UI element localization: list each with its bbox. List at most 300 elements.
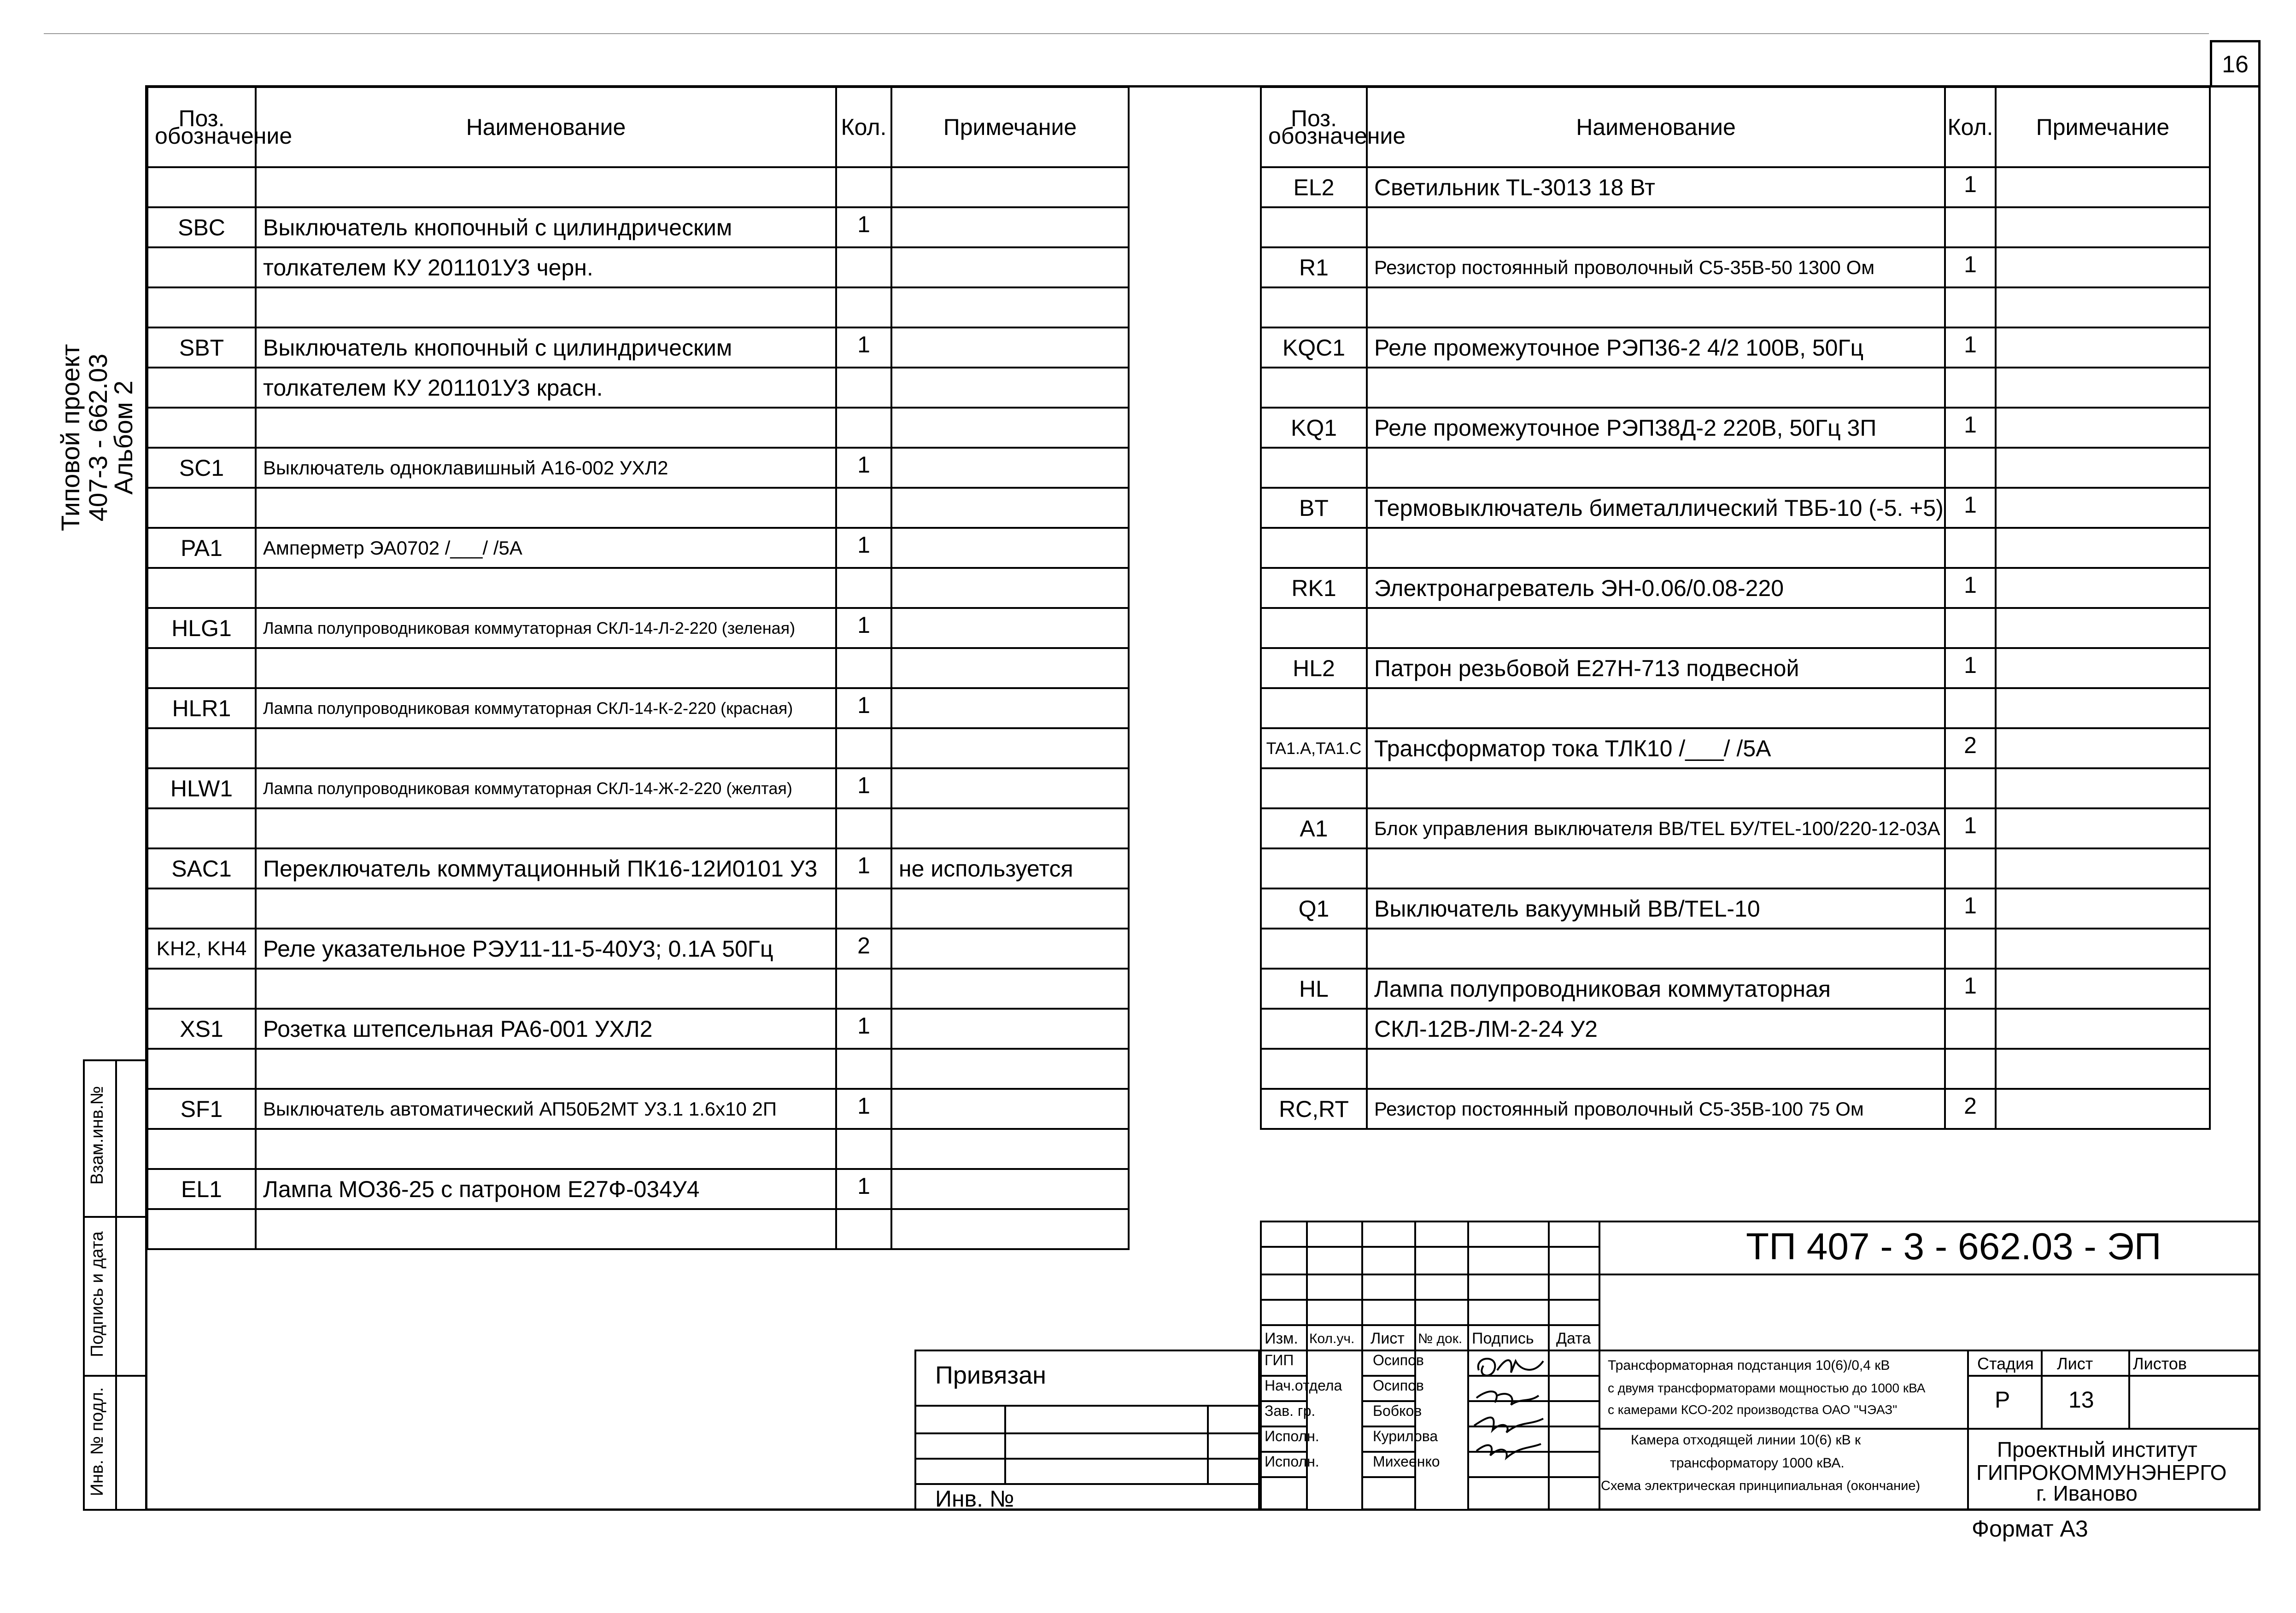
header-pos: Поз. обозначение: [1261, 87, 1367, 167]
stamp-row-3: [1260, 1299, 1599, 1301]
left-table-row: [147, 648, 1129, 688]
left-table-row: [147, 1209, 1129, 1249]
note-cell: [891, 929, 1129, 969]
left-table-header: [147, 87, 1129, 167]
side-project-label: Типовой проект: [56, 344, 85, 532]
quantity-cell: [836, 969, 891, 1009]
right-table-row: [1261, 1009, 2210, 1049]
note-cell: [891, 1129, 1129, 1169]
position-cell: [147, 408, 256, 448]
right-table-row: [1261, 327, 2210, 368]
name-cell: Резистор постоянный проволочный С5-35В-100 75 Ом: [1367, 1089, 1945, 1129]
right-table-row: [1261, 888, 2210, 929]
right-table-row: [1261, 848, 2210, 888]
note-cell: [891, 528, 1129, 568]
note-cell: [1996, 568, 2210, 608]
left-table-row: [147, 688, 1129, 728]
quantity-cell: [836, 247, 891, 287]
note-cell: [1996, 768, 2210, 808]
note-cell: [1996, 247, 2210, 287]
right-table-header: [1261, 87, 2210, 167]
position-cell: [1261, 287, 1367, 327]
left-table-row: [147, 1089, 1129, 1129]
quantity-cell: 1: [1945, 167, 1996, 207]
note-cell: [891, 1009, 1129, 1049]
name-cell: СКЛ-12В-ЛМ-2-24 У2: [1367, 1009, 1945, 1049]
name-cell: [1367, 448, 1945, 488]
quantity-cell: 1: [836, 1089, 891, 1129]
right-table-row: [1261, 929, 2210, 969]
quantity-cell: [1945, 448, 1996, 488]
name-cell: [1367, 768, 1945, 808]
left-table-row: [147, 1129, 1129, 1169]
position-cell: [1261, 368, 1367, 408]
name-cell: [1367, 528, 1945, 568]
right-table-row: [1261, 488, 2210, 528]
quantity-cell: 1: [1945, 408, 1996, 448]
position-cell: PA1: [147, 528, 256, 568]
note-cell: [891, 1209, 1129, 1249]
col-podpis-label: Подпись: [1472, 1330, 1534, 1347]
vzam-inv-label: Взам.инв.№: [88, 1086, 107, 1185]
stamp-role: Исполн.: [1265, 1428, 1319, 1444]
position-cell: RC,RT: [1261, 1089, 1367, 1129]
name-cell: [1367, 368, 1945, 408]
stamp-person: Осипов: [1373, 1352, 1424, 1368]
right-table-row: [1261, 568, 2210, 608]
left-table-row: [147, 768, 1129, 808]
inv-podl-label: Инв. № подл.: [88, 1387, 107, 1496]
note-cell: [891, 888, 1129, 929]
quantity-cell: 1: [1945, 888, 1996, 929]
right-table-row: [1261, 287, 2210, 327]
name-cell: Реле указательное РЭУ11-11-5-40У3; 0.1А 50Гц: [256, 929, 836, 969]
quantity-cell: [1945, 368, 1996, 408]
position-cell: XS1: [147, 1009, 256, 1049]
note-cell: [1996, 287, 2210, 327]
stamp-person: Михеенко: [1373, 1453, 1440, 1470]
stamp-object-sheet-divider: [1599, 1428, 2261, 1430]
position-cell: R1: [1261, 247, 1367, 287]
header-name: Наименование: [256, 87, 836, 167]
header-qty: Кол.: [1945, 87, 1996, 167]
right-table-row: [1261, 969, 2210, 1009]
name-cell: Светильник TL-3013 18 Вт: [1367, 167, 1945, 207]
object-title-line-2: с двумя трансформаторами мощностью до 1000 кВА: [1608, 1381, 1926, 1395]
quantity-cell: [1945, 768, 1996, 808]
name-cell: [1367, 608, 1945, 648]
stamp-role: Зав. гр.: [1265, 1403, 1316, 1419]
name-cell: [256, 648, 836, 688]
position-cell: HLG1: [147, 608, 256, 648]
name-cell: Реле промежуточное РЭП38Д-2 220В, 50Гц 3П: [1367, 408, 1945, 448]
quantity-cell: [836, 167, 891, 207]
note-cell: [1996, 408, 2210, 448]
stamp-col-stadiya: [1967, 1350, 1969, 1511]
name-cell: [256, 728, 836, 768]
position-cell: SBC: [147, 207, 256, 247]
quantity-cell: [1945, 688, 1996, 728]
note-cell: [891, 1089, 1129, 1129]
quantity-cell: 1: [836, 688, 891, 728]
left-table-row: [147, 448, 1129, 488]
position-cell: [147, 368, 256, 408]
header-qty: Кол.: [836, 87, 891, 167]
left-table-row: [147, 1049, 1129, 1089]
note-cell: [1996, 368, 2210, 408]
left-table-row: [147, 1169, 1129, 1209]
name-cell: Реле промежуточное РЭП36-2 4/2 100В, 50Гц: [1367, 327, 1945, 368]
position-cell: [1261, 1049, 1367, 1089]
stamp-row-1: [1260, 1246, 1599, 1248]
right-table-row: [1261, 608, 2210, 648]
position-cell: [147, 568, 256, 608]
left-table-row: [147, 327, 1129, 368]
note-cell: [1996, 1049, 2210, 1089]
note-cell: [891, 969, 1129, 1009]
position-cell: [1261, 929, 1367, 969]
position-cell: [1261, 448, 1367, 488]
sheet-title-line-1: Камера отходящей линии 10(6) кВ к: [1631, 1432, 1861, 1448]
right-table-row: [1261, 408, 2210, 448]
name-cell: толкателем КУ 201101У3 красн.: [256, 368, 836, 408]
stamp-role: ГИП: [1265, 1352, 1294, 1368]
note-cell: [891, 648, 1129, 688]
name-cell: Выключатель кнопочный с цилиндрическим: [256, 327, 836, 368]
note-cell: [891, 247, 1129, 287]
side-album: Альбом 2: [109, 380, 138, 495]
col-list-label: Лист: [1371, 1330, 1405, 1347]
sheet-title-line-2: трансформатору 1000 кВА.: [1670, 1455, 1845, 1471]
name-cell: Лампа полупроводниковая коммутаторная СКЛ-14-К-2-220 (красная): [256, 688, 836, 728]
left-margin-divider: [115, 1059, 117, 1511]
name-cell: [256, 287, 836, 327]
name-cell: Лампа полупроводниковая коммутаторная СКЛ-14-Ж-2-220 (желтая): [256, 768, 836, 808]
stamp-row-2: [1260, 1274, 2261, 1275]
position-cell: [147, 648, 256, 688]
header-note: Примечание: [1996, 87, 2210, 167]
sheet-number: 16: [2210, 40, 2261, 86]
left-table-row: [147, 287, 1129, 327]
col-izm-label: Изм.: [1265, 1330, 1298, 1347]
top-trim-line: [44, 33, 2209, 34]
listov-label: Листов: [2133, 1354, 2187, 1373]
signature-scribbles: [1470, 1352, 1548, 1508]
position-cell: RK1: [1261, 568, 1367, 608]
left-table-row: [147, 1009, 1129, 1049]
quantity-cell: [836, 888, 891, 929]
stamp-person: Курилова: [1373, 1428, 1438, 1444]
inv-no-label: Инв. №: [935, 1486, 1014, 1512]
quantity-cell: 1: [1945, 488, 1996, 528]
right-table-row: [1261, 368, 2210, 408]
stamp-role: Нач.отдела: [1265, 1377, 1342, 1394]
stamp-col-listov: [2128, 1350, 2130, 1428]
position-cell: [1261, 848, 1367, 888]
position-cell: [147, 287, 256, 327]
position-cell: HLR1: [147, 688, 256, 728]
quantity-cell: 2: [1945, 1089, 1996, 1129]
quantity-cell: [836, 1129, 891, 1169]
name-cell: [1367, 688, 1945, 728]
right-table-row: [1261, 207, 2210, 247]
note-cell: [1996, 528, 2210, 568]
note-cell: [1996, 688, 2210, 728]
quantity-cell: 1: [836, 207, 891, 247]
name-cell: Лампа МО36-25 с патроном Е27Ф-034У4: [256, 1169, 836, 1209]
name-cell: Переключатель коммутационный ПК16-12И0101 У3: [256, 848, 836, 888]
quantity-cell: [836, 568, 891, 608]
list-value: 13: [2068, 1387, 2094, 1413]
quantity-cell: 1: [836, 528, 891, 568]
privyazan-label: Привязан: [935, 1362, 1046, 1389]
position-cell: HL: [1261, 969, 1367, 1009]
left-table-row: [147, 568, 1129, 608]
position-cell: [147, 808, 256, 848]
org-line-2: ГИПРОКОММУНЭНЕРГО: [1976, 1461, 2227, 1484]
name-cell: Патрон резьбовой Е27Н-713 подвесной: [1367, 648, 1945, 688]
note-cell: [891, 808, 1129, 848]
quantity-cell: [836, 1209, 891, 1249]
name-cell: Амперметр ЭА0702 /___/ /5А: [256, 528, 836, 568]
name-cell: Трансформатор тока ТЛК10 /___/ /5А: [1367, 728, 1945, 768]
note-cell: [891, 207, 1129, 247]
col-koluch-label: Кол.уч.: [1309, 1331, 1355, 1346]
left-table-row: [147, 488, 1129, 528]
position-cell: SC1: [147, 448, 256, 488]
header-note: Примечание: [891, 87, 1129, 167]
name-cell: Лампа полупроводниковая коммутаторная: [1367, 969, 1945, 1009]
name-cell: [1367, 287, 1945, 327]
stamp-col-list-no: [2041, 1350, 2043, 1428]
note-cell: [891, 728, 1129, 768]
note-cell: [891, 568, 1129, 608]
position-cell: [147, 1129, 256, 1169]
left-table-row: [147, 528, 1129, 568]
quantity-cell: [836, 648, 891, 688]
quantity-cell: [1945, 528, 1996, 568]
position-cell: BT: [1261, 488, 1367, 528]
note-cell: [1996, 648, 2210, 688]
name-cell: Выключатель одноклавишный А16-002 УХЛ2: [256, 448, 836, 488]
note-cell: [891, 167, 1129, 207]
quantity-cell: [1945, 608, 1996, 648]
quantity-cell: 2: [836, 929, 891, 969]
name-cell: [1367, 848, 1945, 888]
right-table-row: [1261, 1089, 2210, 1129]
name-cell: Розетка штепсельная РА6-001 УХЛ2: [256, 1009, 836, 1049]
position-cell: [147, 1049, 256, 1089]
quantity-cell: 1: [836, 327, 891, 368]
note-cell: [891, 368, 1129, 408]
quantity-cell: 1: [1945, 969, 1996, 1009]
stamp-person: Бобков: [1373, 1403, 1422, 1419]
name-cell: [256, 1209, 836, 1249]
right-table-row: [1261, 528, 2210, 568]
name-cell: [256, 568, 836, 608]
name-cell: [256, 167, 836, 207]
quantity-cell: [836, 728, 891, 768]
position-cell: [1261, 688, 1367, 728]
position-cell: KQ1: [1261, 408, 1367, 448]
quantity-cell: 1: [1945, 808, 1996, 848]
position-cell: HL2: [1261, 648, 1367, 688]
name-cell: [1367, 207, 1945, 247]
position-cell: HLW1: [147, 768, 256, 808]
left-table-row: [147, 167, 1129, 207]
quantity-cell: [1945, 287, 1996, 327]
quantity-cell: [1945, 1049, 1996, 1089]
privyazan-col-2: [1207, 1405, 1209, 1483]
name-cell: Термовыключатель биметаллический ТВБ-10 (-5. +5): [1367, 488, 1945, 528]
position-cell: [147, 247, 256, 287]
side-project-number: 407-3 - 662.03: [83, 353, 112, 522]
col-ndok-label: № док.: [1418, 1331, 1463, 1346]
position-cell: EL1: [147, 1169, 256, 1209]
quantity-cell: [1945, 1009, 1996, 1049]
left-spec-table: [146, 86, 1130, 1250]
left-table-row: [147, 929, 1129, 969]
right-table-row: [1261, 167, 2210, 207]
note-cell: [1996, 207, 2210, 247]
quantity-cell: [836, 488, 891, 528]
note-cell: [1996, 808, 2210, 848]
left-table-row: [147, 207, 1129, 247]
quantity-cell: [836, 287, 891, 327]
quantity-cell: 1: [836, 1169, 891, 1209]
note-cell: [891, 408, 1129, 448]
position-cell: KH2, KH4: [147, 929, 256, 969]
note-cell: [1996, 848, 2210, 888]
position-cell: SBT: [147, 327, 256, 368]
note-cell: не используется: [891, 848, 1129, 888]
name-cell: Электронагреватель ЭН-0.06/0.08-220: [1367, 568, 1945, 608]
quantity-cell: [1945, 929, 1996, 969]
object-title-line-3: с камерами КСО-202 производства ОАО "ЧЭАЗ": [1608, 1403, 1898, 1417]
position-cell: [147, 969, 256, 1009]
quantity-cell: 1: [1945, 247, 1996, 287]
quantity-cell: 1: [1945, 327, 1996, 368]
name-cell: Резистор постоянный проволочный С5-35В-50 1300 Ом: [1367, 247, 1945, 287]
quantity-cell: [1945, 207, 1996, 247]
name-cell: [256, 808, 836, 848]
stadiya-value: Р: [1995, 1387, 2010, 1413]
right-table-row: [1261, 247, 2210, 287]
position-cell: Q1: [1261, 888, 1367, 929]
quantity-cell: 1: [1945, 568, 1996, 608]
note-cell: [891, 327, 1129, 368]
header-name: Наименование: [1367, 87, 1945, 167]
note-cell: [1996, 969, 2210, 1009]
stamp-col-ndok: [1467, 1221, 1469, 1511]
position-cell: KQC1: [1261, 327, 1367, 368]
right-table-row: [1261, 728, 2210, 768]
stamp-person: Осипов: [1373, 1377, 1424, 1394]
right-table-row: [1261, 1049, 2210, 1089]
left-table-row: [147, 408, 1129, 448]
note-cell: [891, 1049, 1129, 1089]
position-cell: SF1: [147, 1089, 256, 1129]
note-cell: [1996, 448, 2210, 488]
note-cell: [1996, 608, 2210, 648]
note-cell: [1996, 327, 2210, 368]
name-cell: толкателем КУ 201101У3 черн.: [256, 247, 836, 287]
privyazan-col-1: [1004, 1405, 1006, 1483]
position-cell: EL2: [1261, 167, 1367, 207]
header-pos: Поз. обозначение: [147, 87, 256, 167]
note-cell: [891, 1169, 1129, 1209]
note-cell: [891, 287, 1129, 327]
name-cell: [1367, 929, 1945, 969]
position-cell: TA1.A,TA1.C: [1261, 728, 1367, 768]
quantity-cell: 1: [836, 448, 891, 488]
stamp-row-5: [1260, 1350, 2261, 1351]
left-table-row: [147, 608, 1129, 648]
position-cell: [147, 728, 256, 768]
object-title-line-1: Трансформаторная подстанция 10(6)/0,4 кВ: [1608, 1358, 1890, 1373]
right-table-row: [1261, 808, 2210, 848]
left-table-row: [147, 728, 1129, 768]
right-table-row: [1261, 648, 2210, 688]
right-table-row: [1261, 768, 2210, 808]
note-cell: [1996, 488, 2210, 528]
left-table-row: [147, 247, 1129, 287]
quantity-cell: [836, 408, 891, 448]
name-cell: [256, 488, 836, 528]
right-spec-table: [1260, 86, 2211, 1130]
stamp-col-data: [1599, 1221, 1600, 1511]
right-table-row: [1261, 688, 2210, 728]
name-cell: Лампа полупроводниковая коммутаторная СКЛ-14-Л-2-220 (зеленая): [256, 608, 836, 648]
quantity-cell: [836, 368, 891, 408]
right-table-row: [1261, 448, 2210, 488]
stamp-col-podpis: [1548, 1221, 1550, 1511]
note-cell: [1996, 1009, 2210, 1049]
stamp-role: Исполн.: [1265, 1453, 1319, 1470]
quantity-cell: [836, 1049, 891, 1089]
position-cell: [1261, 768, 1367, 808]
position-cell: [1261, 207, 1367, 247]
name-cell: [256, 888, 836, 929]
position-cell: A1: [1261, 808, 1367, 848]
note-cell: [1996, 929, 2210, 969]
quantity-cell: 1: [1945, 648, 1996, 688]
left-table-row: [147, 848, 1129, 888]
name-cell: [1367, 1049, 1945, 1089]
note-cell: [891, 448, 1129, 488]
position-cell: [1261, 1009, 1367, 1049]
podpis-data-label: Подпись и дата: [88, 1231, 107, 1357]
quantity-cell: 1: [836, 1009, 891, 1049]
left-table-row: [147, 808, 1129, 848]
note-cell: [1996, 1089, 2210, 1129]
quantity-cell: 1: [836, 768, 891, 808]
position-cell: [1261, 528, 1367, 568]
note-cell: [891, 768, 1129, 808]
quantity-cell: [836, 808, 891, 848]
stamp-stadiya-row: [1967, 1375, 2261, 1377]
name-cell: Выключатель автоматический АП50Б2МТ У3.1 1.6х10 2П: [256, 1089, 836, 1129]
position-cell: [147, 1209, 256, 1249]
name-cell: [256, 1049, 836, 1089]
left-table-row: [147, 368, 1129, 408]
stadiya-label: Стадия: [1977, 1354, 2034, 1373]
position-cell: SAC1: [147, 848, 256, 888]
stamp-col-koluch: [1361, 1221, 1363, 1511]
list-label: Лист: [2057, 1354, 2093, 1373]
note-cell: [891, 688, 1129, 728]
note-cell: [891, 608, 1129, 648]
